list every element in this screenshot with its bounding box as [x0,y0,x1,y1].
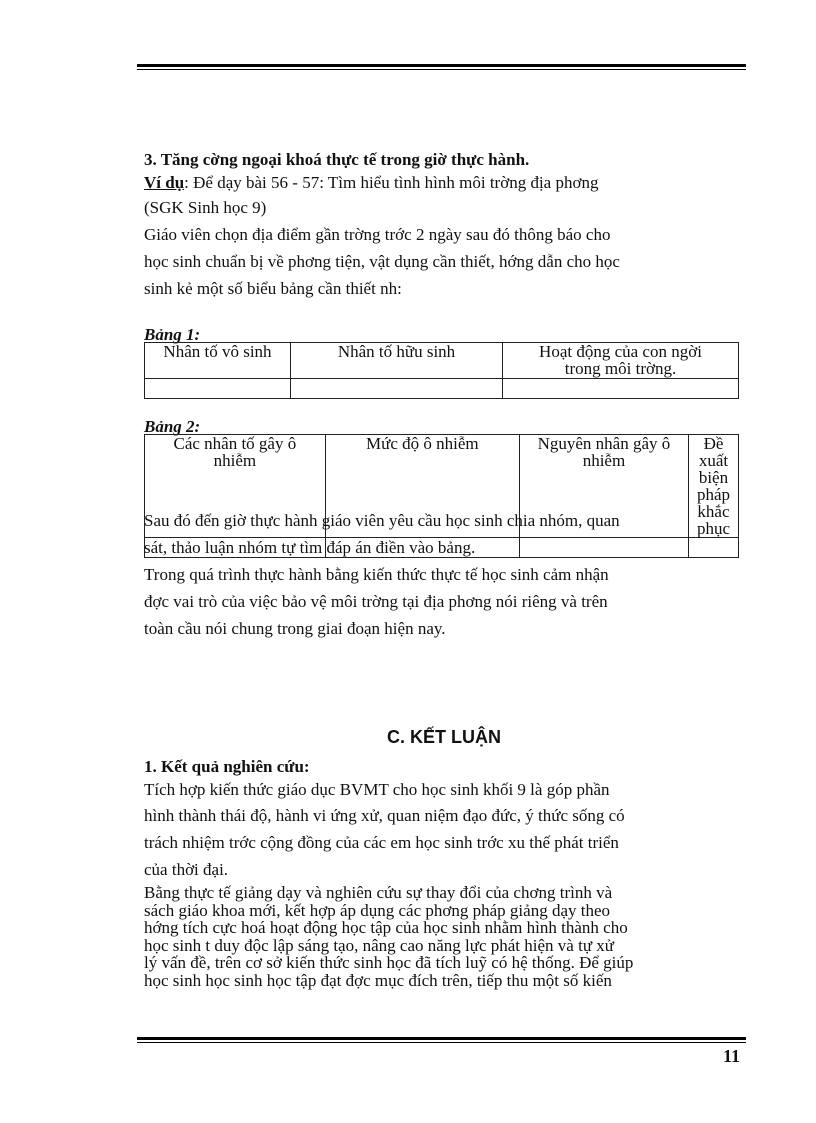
table1-header-cell: Hoạt động của con ngời trong môi trờng. [503,343,739,379]
section3-line: Giáo viên chọn địa điểm gần trờng trớc 2 ngày sau đó thông báo cho [144,225,611,244]
footer-rule-thick [137,1037,746,1040]
footer-rule-thin [137,1042,746,1043]
body-line: sách giáo khoa mới, kết hợp áp dụng các phơng pháp giảng dạy theo [144,900,611,920]
section3-block [144,148,744,302]
table1-empty-cell [291,379,503,399]
section3-line: học sinh chuẩn bị về phơng tiện, vật dụng cần thiết, hớng dẫn cho học [144,252,620,271]
body-line: Bằng thực tế giảng dạy và nghiên cứu sự thay đổi của chơng trình và [144,883,613,902]
table1-caption: Bảng 1: [144,325,201,344]
table1-header-cell: Nhân tố hữu sinh [291,343,503,379]
example-label: Ví dụ [144,173,185,192]
table1-empty-cell [145,379,291,399]
body-line: Trong quá trình thực hành bằng kiến thức thực tế học sinh cảm nhận [144,565,609,584]
body-line: sát, thảo luận nhóm tự tìm đáp án điền vào bảng. [144,538,476,557]
table1-empty-row [145,379,739,399]
body-line: hình thành thái độ, hành vi ứng xử, quan niệm đạo đức, ý thức sống có [144,806,625,825]
example-line [144,172,744,194]
conclusion-block [144,757,744,883]
header-rule-thin [137,69,746,70]
table2-header-cell: Các nhân tố gây ô nhiễm [145,435,326,538]
body-line: trách nhiệm trớc cộng đồng của các em học sinh trớc xu thế phát triển [144,833,619,852]
conclusion-para2 [144,884,744,989]
header-rule-thick [137,64,746,67]
body-line: Tích hợp kiến thức giáo dục BVMT cho học sinh khối 9 là góp phần [144,780,610,799]
conclusion-heading: 1. Kết quả nghiên cứu: [144,757,310,776]
body-line: lý vấn đề, trên cơ sở kiến thức sinh học đã tích luỹ có hệ thống. Để giúp [144,953,634,972]
body-line: học sinh t duy độc lập sáng tạo, nâng cao năng lực phát hiện và tự xử [144,935,614,955]
table1-header-cell: Nhân tố vô sinh [145,343,291,379]
table2-header-cell: Nguyên nhân gây ô nhiễm [519,435,688,538]
table1 [144,342,739,399]
table2-header-cell: Mức độ ô nhiễm [325,435,519,538]
section3-heading: 3. Tăng cờng ngoại khoá thực tế trong giờ thực hành. [144,150,530,169]
after-tables-block [144,507,744,642]
conclusion-title: C. KẾT LUẬN [387,727,501,747]
body-line: của thời đại. [144,860,229,879]
body-line: học sinh học sinh học tập đạt đợc mục đích trên, tiếp thu một số kiến [144,970,612,990]
section3-line: (SGK Sinh học 9) [144,198,267,217]
page-number: 11 [722,1046,740,1066]
table2-header-cell: Đề xuất biện pháp khắc phục [688,435,738,538]
body-line: toàn cầu nói chung trong giai đoạn hiện nay. [144,619,446,638]
section3-line: sinh kẻ một số biểu bảng cần thiết nh: [144,279,402,298]
body-line: Sau đó đến giờ thực hành giáo viên yêu cầu học sinh chia nhóm, quan [144,511,620,530]
body-line: hớng tích cực hoá hoạt động học tập của học sinh nhằm hình thành cho [144,918,628,937]
table1-empty-cell [503,379,739,399]
table2-caption: Bảng 2: [144,417,201,436]
body-line: đợc vai trò của việc bảo vệ môi trờng tại địa phơng nói riêng và trên [144,592,608,611]
example-text: : Để dạy bài 56 - 57: Tìm hiểu tình hình môi trờng địa phơng [184,173,599,192]
table1-header-row [145,343,739,379]
